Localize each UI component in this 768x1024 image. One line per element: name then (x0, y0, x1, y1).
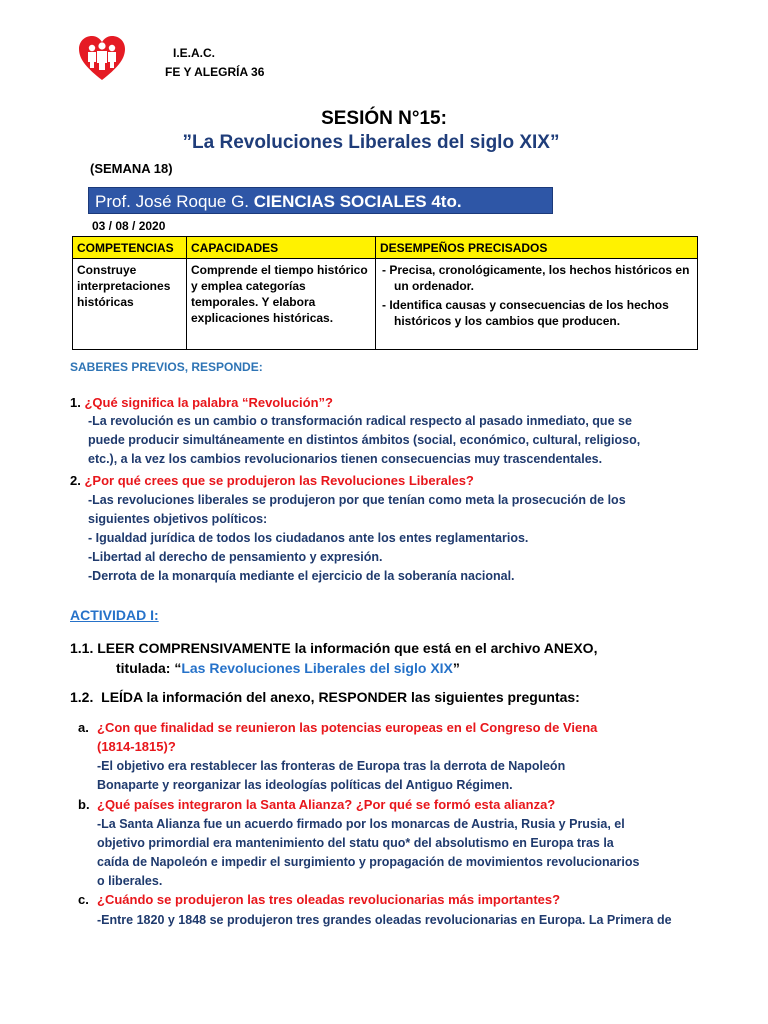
question-b-label: b. (78, 797, 90, 812)
question-c: ¿Cuándo se produjeron las tres oleadas revolucionarias más importantes? (97, 892, 561, 907)
question-number: 2. (70, 473, 81, 488)
question-1 (70, 393, 333, 412)
desempeno-item: - Identifica causas y consecuencias de los hechos históricos y los cambios que producen. (382, 298, 669, 328)
question-c-label: c. (78, 892, 89, 907)
header-desempenos: DESEMPEÑOS PRECISADOS (376, 237, 698, 259)
school-line2: FE Y ALEGRÍA 36 (165, 65, 265, 79)
annex-title-link: Las Revoluciones Liberales del siglo XIX (181, 660, 453, 676)
question-b: ¿Qué países integraron la Santa Alianza? ¿Por qué se formó esta alianza? (97, 797, 556, 812)
header-capacidades: CAPACIDADES (187, 237, 376, 259)
answer-c: -Entre 1820 y 1848 se produjeron tres grandes oleadas revolucionarias en Europa. La Primera de (97, 913, 672, 927)
answer-a: -El objetivo era restablecer las fronteras de Europa tras la derrota de Napoleón Bonaparte y reorganizar las ideologías políticas del Antiguo Régimen. (97, 759, 566, 792)
question-a-label: a. (78, 720, 89, 735)
session-date: 03 / 08 / 2020 (92, 219, 166, 233)
question-a: ¿Con que finalidad se reunieron las potencias europeas en el Congreso de Viena (1814-1815)? (97, 720, 598, 754)
saberes-heading: SABERES PREVIOS, RESPONDE: (70, 360, 263, 374)
cell-competencia: Construye interpretaciones históricas (73, 259, 187, 350)
school-logo (78, 36, 126, 82)
instruction-1-1: 1.1. LEER COMPRENSIVAMENTE la información que está en el archivo ANEXO, (70, 640, 598, 656)
week-label: (SEMANA 18) (90, 161, 173, 176)
header-competencias: COMPETENCIAS (73, 237, 187, 259)
answer-b: -La Santa Alianza fue un acuerdo firmado por los monarcas de Austria, Rusia y Prusia, el objetivo primordial era mantenimiento del statu quo* del absolutismo en Europa tras la caída de Napoleón e impedir el surgimiento y propagación de movimientos revolucionarios o liberales. (97, 817, 640, 888)
instruction-1-1-title: titulada: “Las Revoluciones Liberales del siglo XIX” (116, 660, 460, 676)
question-number: 1. (70, 395, 81, 410)
session-title: SESIÓN N°15: (321, 108, 447, 129)
answer-1: -La revolución es un cambio o transformación radical respecto al pasado inmediato, que se puede producir simultáneamente en distintos ámbitos (social, económico, cultural, religioso, etc.), a la vez los cambios revolucionarios tienen consecuencias muy trascendentales. (88, 414, 641, 466)
cell-capacidad: Comprende el tiempo histórico y emplea categorías temporales. Y elabora explicaciones históricas. (187, 259, 376, 350)
course-name: CIENCIAS SOCIALES 4to. (253, 192, 462, 211)
cell-desempenos (376, 259, 698, 350)
question-text: ¿Por qué crees que se produjeron las Revoluciones Liberales? (84, 473, 474, 488)
teacher-banner (88, 187, 553, 214)
answer-2: -Las revoluciones liberales se produjeron por que tenían como meta la prosecución de los siguientes objetivos políticos: - Igualdad jurídica de todos los ciudadanos ante los entes reglamentarios. -Libertad al derecho de pensamiento y expresión. -Derrota de la monarquía mediante el ejercicio de la soberanía nacional. (88, 493, 626, 583)
competencies-table (72, 236, 698, 350)
instruction-1-2: 1.2. LEÍDA la información del anexo, RESPONDER las siguientes preguntas: (70, 689, 580, 705)
session-subtitle: ”La Revoluciones Liberales del siglo XIX” (182, 132, 560, 153)
question-text: ¿Qué significa la palabra “Revolución”? (84, 395, 333, 410)
school-line1: I.E.A.C. (173, 46, 216, 60)
actividad-heading: ACTIVIDAD I: (70, 607, 159, 623)
teacher-name: Prof. José Roque G. (95, 192, 250, 211)
school-name (165, 44, 264, 82)
desempeno-item: - Precisa, cronológicamente, los hechos históricos en un ordenador. (382, 263, 690, 293)
question-2 (70, 471, 474, 490)
